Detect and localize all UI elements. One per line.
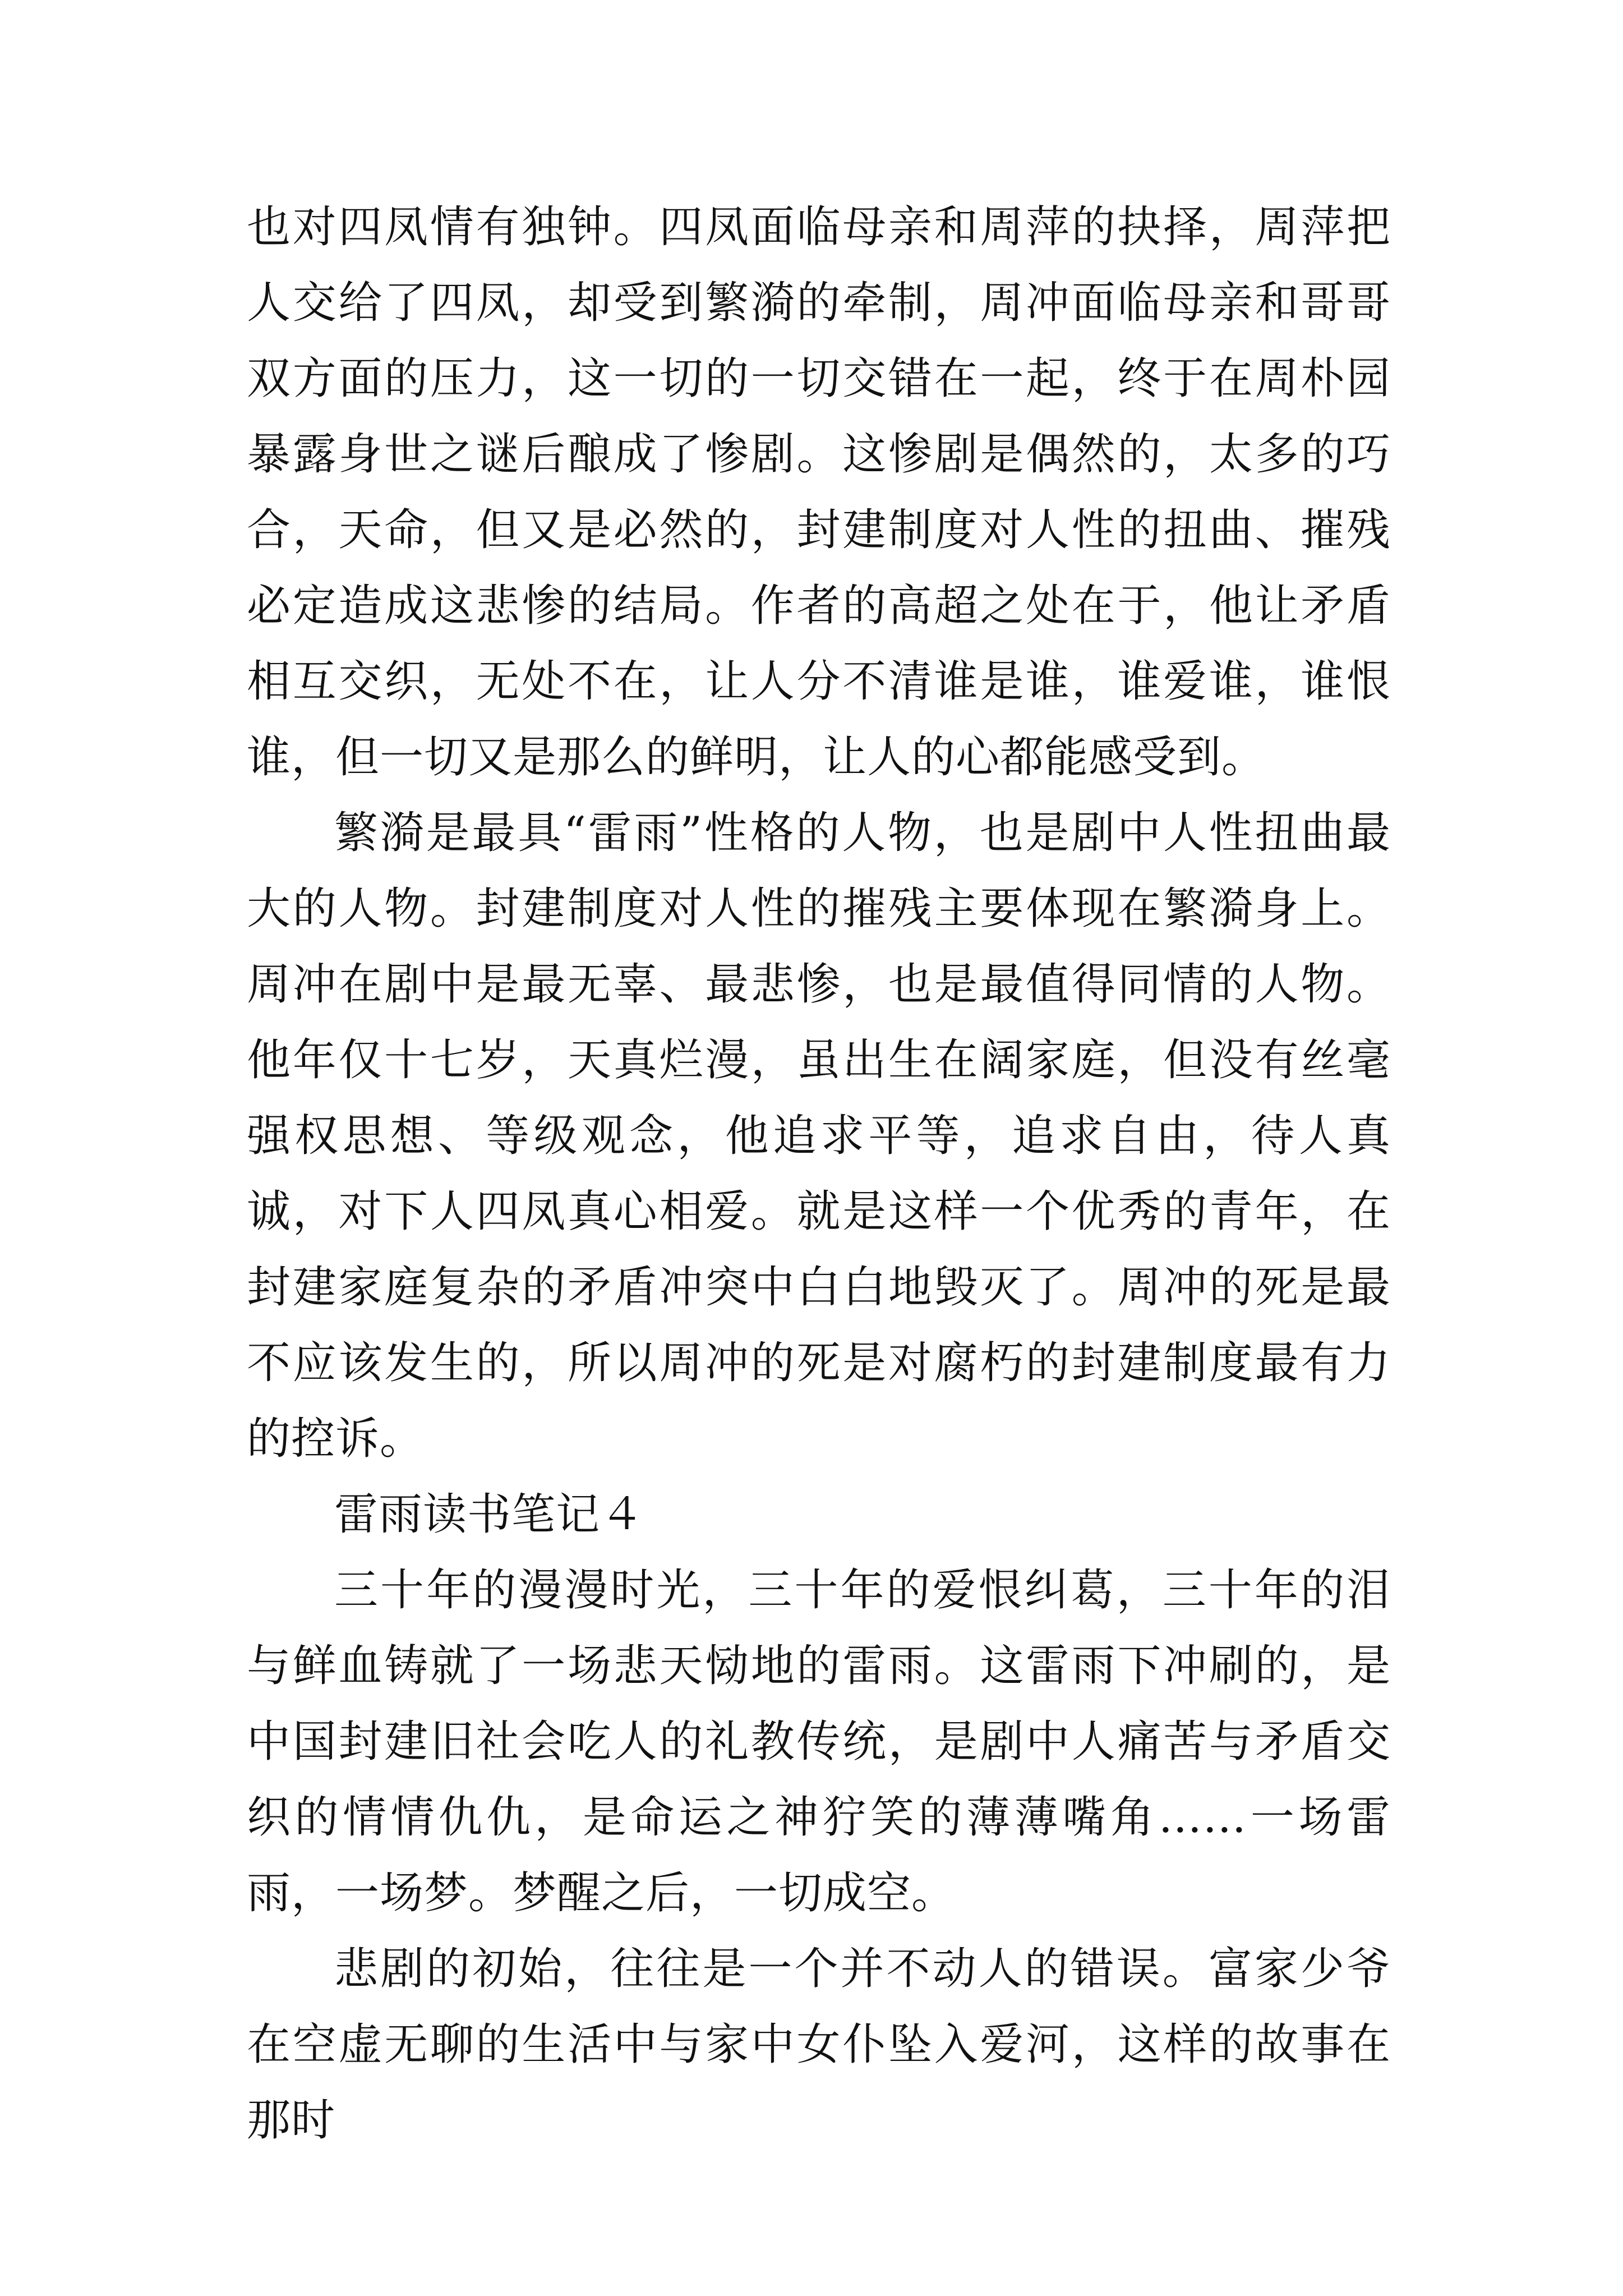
paragraph-1: 也对四凤情有独钟。四凤面临母亲和周萍的抉择，周萍把人交给了四凤，却受到繁漪的牵制，周冲面临母亲和哥哥双方面的压力，这一切的一切交错在一起，终于在周朴园暴露身世之谜后酿成了惨剧。这惨剧是偶然的，太多的巧合，天命，但又是必然的，封建制度对人性的扭曲、摧残必定造成这悲惨的结局。作者的高超之处在于，他让矛盾相互交织，无处不在，让人分不清谁是谁，谁爱谁，谁恨谁，但一切又是那么的鲜明，让人的心都能感受到。 xyxy=(247,202,1391,783)
paragraph-4: 悲剧的初始，往往是一个并不动人的错误。富家少爷在空虚无聊的生活中与家中女仆坠入爱河，这样的故事在那时 xyxy=(247,1944,1391,2146)
paragraph-2: 繁漪是最具“雷雨”性格的人物，也是剧中人性扭曲最大的人物。封建制度对人性的摧残主要体现在繁漪身上。周冲在剧中是最无辜、最悲惨，也是最值得同情的人物。他年仅十七岁，天真烂漫，虽出生在阔家庭，但没有丝毫强权思想、等级观念，他追求平等，追求自由，待人真诚，对下人四凤真心相爱。就是这样一个优秀的青年，在封建家庭复杂的矛盾冲突中白白地毁灭了。周冲的死是最不应该发生的，所以周冲的死是对腐朽的封建制度最有力的控诉。 xyxy=(247,808,1391,1464)
document-body xyxy=(247,190,1391,2159)
paragraph-3: 三十年的漫漫时光，三十年的爱恨纠葛，三十年的泪与鲜血铸就了一场悲天恸地的雷雨。这雷雨下冲刷的，是中国封建旧社会吃人的礼教传统，是剧中人痛苦与矛盾交织的情情仇仇，是命运之神狞笑的薄薄嘴角……一场雷雨，一场梦。梦醒之后，一切成空。 xyxy=(247,1565,1391,1918)
section-heading: 雷雨读书笔记４ xyxy=(334,1489,645,1540)
